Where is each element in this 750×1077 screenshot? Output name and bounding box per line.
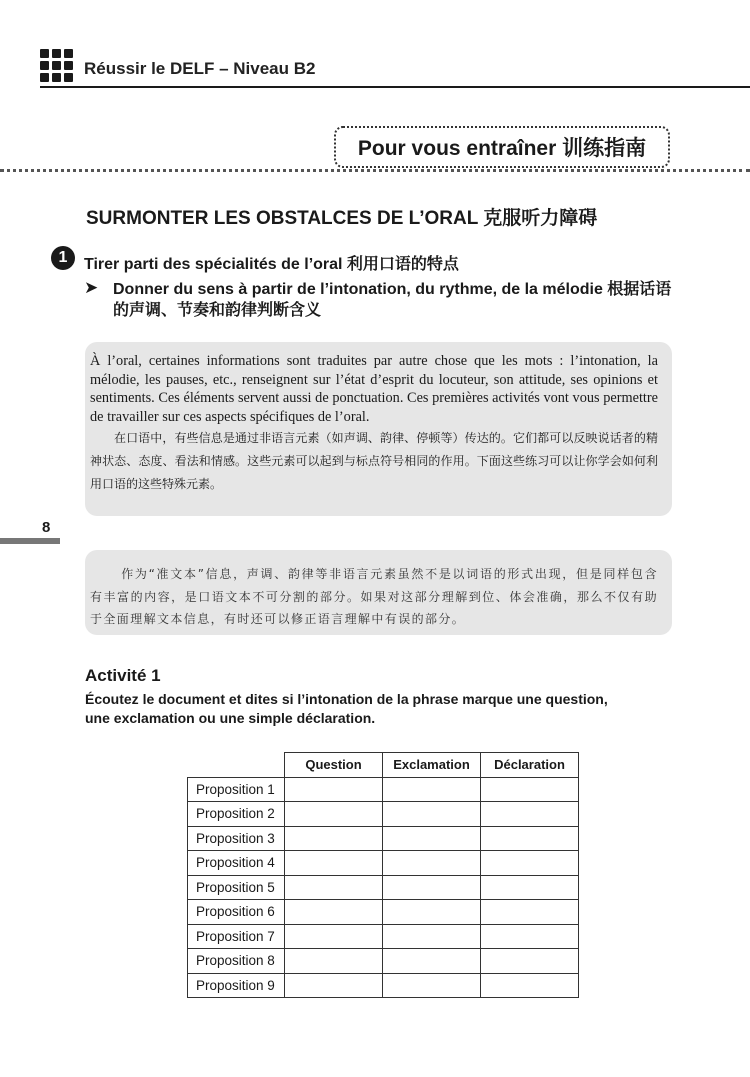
row-label: Proposition 1 (188, 777, 285, 802)
table-header-row (188, 753, 579, 778)
answer-cell[interactable] (383, 949, 481, 974)
answer-cell[interactable] (285, 826, 383, 851)
table-row (188, 875, 579, 900)
row-label: Proposition 4 (188, 851, 285, 876)
answer-table (187, 752, 579, 998)
main-title: SURMONTER LES OBSTALCES DE L’ORAL 克服听力障碍 (86, 208, 598, 229)
answer-cell[interactable] (481, 900, 579, 925)
answer-cell[interactable] (481, 875, 579, 900)
dotted-divider (0, 169, 750, 172)
answer-cell[interactable] (481, 973, 579, 998)
answer-cell[interactable] (481, 949, 579, 974)
section-tag: Pour vous entraîner 训练指南 (334, 126, 670, 168)
answer-cell[interactable] (285, 949, 383, 974)
page-tab-bar (0, 538, 60, 544)
row-label: Proposition 7 (188, 924, 285, 949)
page-number: 8 (42, 519, 51, 536)
answer-cell[interactable] (285, 851, 383, 876)
section-subtitle: Donner du sens à partir de l’intonation, du rythme, de la mélodie 根据话语的声调、节奏和韵律判断含义 (113, 281, 672, 319)
book-logo-icon (40, 49, 75, 84)
answer-cell[interactable] (383, 777, 481, 802)
answer-cell[interactable] (383, 973, 481, 998)
intro-box (85, 342, 672, 516)
answer-cell[interactable] (285, 973, 383, 998)
table-row (188, 851, 579, 876)
activity-instructions: Écoutez le document et dites si l’intonation de la phrase marque une question, une exclamation ou une simple déclaration. (85, 691, 608, 726)
answer-cell[interactable] (285, 924, 383, 949)
note-text: 作为“准文本”信息，声调、韵律等非语言元素虽然不是以词语的形式出现，但是同样包含有丰富的内容，是口语文本不可分割的部分。如果对这部分理解到位、体会准确，那么不仅有助于全面理解文本信息，有时还可以修正语言理解中有误的部分。 (90, 567, 658, 626)
row-label: Proposition 2 (188, 802, 285, 827)
intro-french-text: À l’oral, certaines informations sont traduites par autre chose que les mots : l’intonation, la mélodie, les pauses, etc., renseignent sur l’état d’esprit du locuteur, son attitude, ses opinions et sentiments. Ces éléments servent aussi de ponctuation. Ces premières activités vont vous permettre de travailler sur ces aspects spécifiques de l’oral. (90, 353, 658, 425)
answer-cell[interactable] (481, 802, 579, 827)
row-label: Proposition 8 (188, 949, 285, 974)
answer-cell[interactable] (383, 900, 481, 925)
answer-cell[interactable] (285, 900, 383, 925)
table-row (188, 826, 579, 851)
table-row (188, 924, 579, 949)
answer-cell[interactable] (481, 924, 579, 949)
table-row (188, 777, 579, 802)
table-row (188, 949, 579, 974)
column-header-question: Question (285, 753, 383, 778)
answer-cell[interactable] (481, 851, 579, 876)
row-label: Proposition 3 (188, 826, 285, 851)
row-label: Proposition 5 (188, 875, 285, 900)
column-header-declaration: Déclaration (481, 753, 579, 778)
arrow-icon: ➤ (84, 278, 99, 297)
header-rule (40, 86, 750, 88)
intro-chinese-text: 在口语中，有些信息是通过非语言元素（如声调、韵律、停顿等）传达的。它们都可以反映说话者的精神状态、态度、看法和情感。这些元素可以起到与标点符号相同的作用。下面这些练习可以让你学会如何利用口语的这些特殊元素。 (90, 431, 658, 491)
row-label: Proposition 9 (188, 973, 285, 998)
row-label: Proposition 6 (188, 900, 285, 925)
section-title: Tirer parti des spécialités de l’oral 利用口语的特点 (84, 256, 459, 273)
answer-cell[interactable] (481, 777, 579, 802)
table-row (188, 973, 579, 998)
answer-cell[interactable] (383, 826, 481, 851)
answer-cell[interactable] (285, 875, 383, 900)
table-row (188, 900, 579, 925)
section-number-badge: 1 (51, 246, 75, 270)
table-corner-cell (188, 753, 285, 778)
answer-cell[interactable] (383, 924, 481, 949)
answer-cell[interactable] (285, 802, 383, 827)
activity-title: Activité 1 (85, 666, 161, 685)
note-box (85, 550, 672, 635)
table-row (188, 802, 579, 827)
column-header-exclamation: Exclamation (383, 753, 481, 778)
answer-cell[interactable] (285, 777, 383, 802)
answer-cell[interactable] (383, 851, 481, 876)
answer-cell[interactable] (383, 802, 481, 827)
running-header: Réussir le DELF – Niveau B2 (84, 59, 316, 78)
answer-cell[interactable] (383, 875, 481, 900)
answer-cell[interactable] (481, 826, 579, 851)
